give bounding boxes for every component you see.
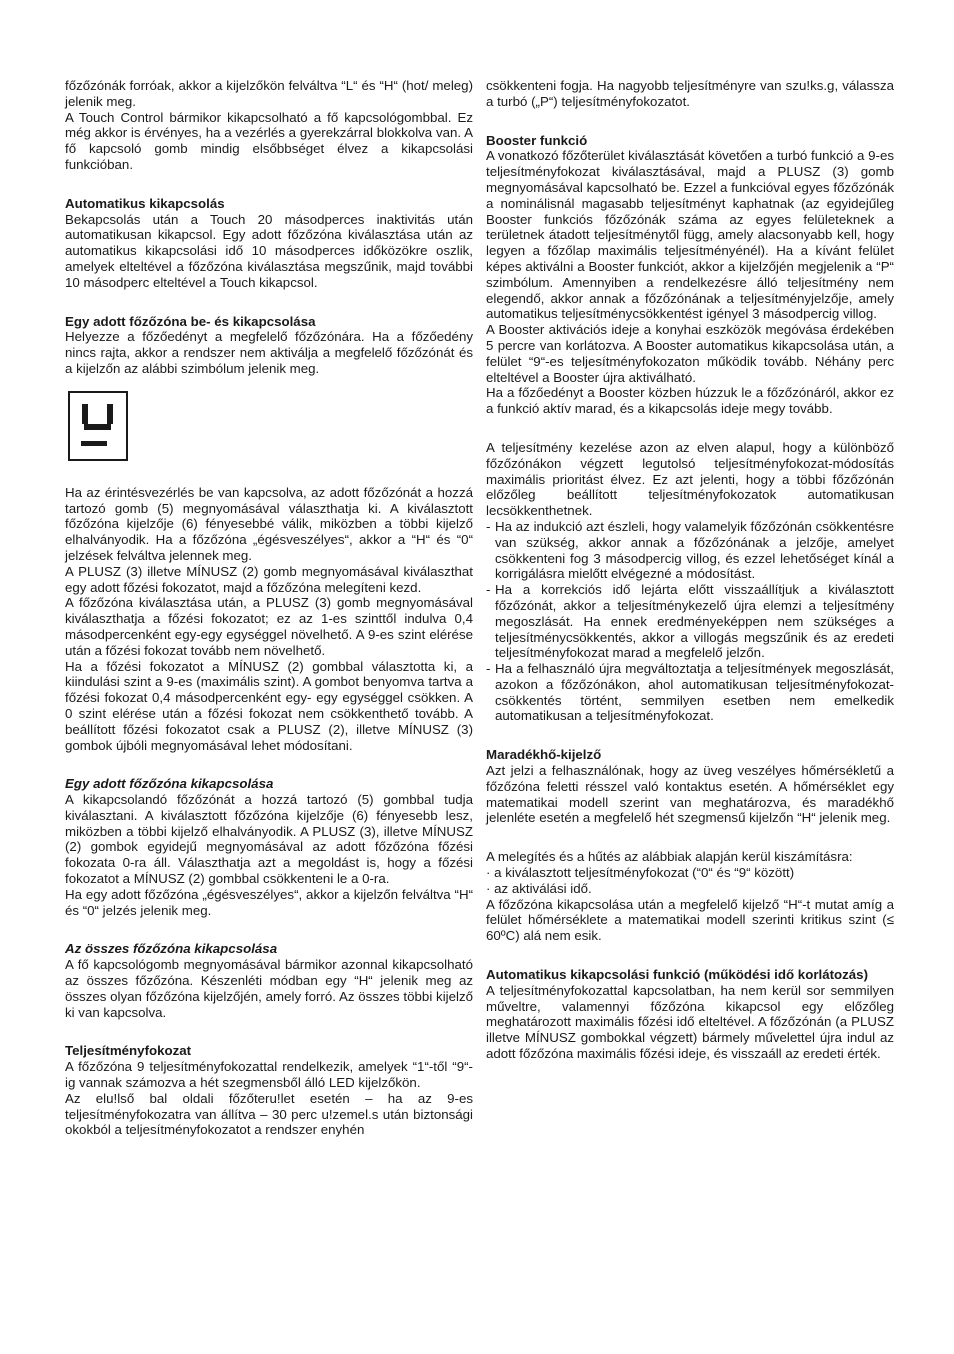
section-heading: Teljesítményfokozat: [65, 1043, 192, 1059]
section-paragraph: Azt jelzi a felhasználónak, hogy az üveg veszélyes hőmérsékletű a főzőzóna feletti résszel való kontaktus esetén. A hőmérséklet egy matematikai modell szerint van meghatározva, és maradékhő jelenléte esetén a megfelelő hét szegmensű kijelzőn “H“ jelenik meg.: [486, 763, 894, 826]
section-paragraph: A melegítés és a hűtés az alábbiak alapján kerül kiszámításra:: [486, 849, 853, 865]
left-column: [65, 78, 473, 1138]
section-paragraph: A teljesítményfokozattal kapcsolatban, ha nem kerül sor semmilyen műveltre, valamennyi főzőzóna kikapcsol egy előzőleg meghatározott maximális főzési idő elteltével. A főzőzónán (a PLUSZ illetve MÍNUSZ gombokkal végzett) bármely művelettel újra indul az adott főzőzóna maximális főzési ideje, és visszaáll az eredeti érték.: [486, 982, 894, 1062]
section-paragraph: A Booster aktivációs ideje a konyhai eszközök megóvása érdekében 5 percre van korlátozva. A Booster automatikus kikapcsolása után, a felület “9“-es teljesítményfokozaton működik tovább. Néhány perc elteltével a Booster újra aktiválható.: [486, 322, 894, 385]
section-paragraph: Ha az érintésvezérlés be van kapcsolva, az adott főzőzónát a hozzá tartozó gomb (5) megnyomásával választhatja ki. A kiválasztott főzőzóna kijelzője (6) fényesebbé válik, miközben a többi kijelző elhalványodik. Ha a főzőzóna „égésveszélyes“, akkor a “H“ és “0“ jelzések felváltva jelennek meg.: [65, 484, 473, 563]
list-item: - Ha az indukció azt észleli, hogy valamelyik főzőzónán csökkentésre van szükség, akkor annak a főzőzónának a jelzője, amelyet csökkenteni fog 3 másodpercig villog, és ezzel lehetőséget kínál a korrigálásra mielőtt elvégezné a módosítást.: [486, 519, 894, 582]
section-heading: Egy adott főzőzóna kikapcsolása: [65, 776, 274, 792]
section-paragraph: Helyezze a főzőedényt a megfelelő főzőzónára. Ha a főzőedény nincs rajta, akkor a rendszer nem aktiválja a megfelelő főzőzónát és a kijelzőn az alábbi szimbólum jelenik meg.: [65, 329, 473, 376]
section-paragraph: A teljesítmény kezelése azon az elven alapul, hogy a különböző főzőzónákon végzett legutolsó teljesítményfokozat-módosítás maximális prioritást élvez. Ez azt jelenti, hogy a többi főzőzónán előzőleg beállított teljesítményfokozatok automatikusan lecsökkenthetnek.: [486, 439, 894, 519]
section-paragraph: A főzőzóna kikapcsolása után a megfelelő kijelző “H“-t mutat amíg a felület hőmérséklete a matematikai modell szerinti kritikus szint (≤ 60ºC) alá nem esik.: [486, 896, 894, 944]
no-pan-symbol-icon: [68, 391, 128, 461]
list-item: · a kiválasztott teljesítményfokozat (“0“ és “9“ között): [486, 865, 795, 881]
section-paragraph: Ha egy adott főzőzóna „égésveszélyes“, akkor a kijelzőn felváltva “H“ és “0“ jelzés jelenik meg.: [65, 886, 473, 918]
intro-paragraph: főzőzónák forróak, akkor a kijelzőkön felváltva “L“ és “H“ (hot/ meleg) jelenik meg.: [65, 78, 473, 109]
section-paragraph: Bekapcsolás után a Touch 20 másodperces inaktivitás után automatikusan kikapcsol. Egy adott főzőzóna kiválasztása után az automatikus kikapcsolási idő 10 másodperces időközökre oszlik, amelyek elteltével a főzőzóna kiválasztása megszűnik, majd további 10 másodperc elteltével a Touch kikapcsol.: [65, 211, 473, 290]
section-paragraph: A főzőzóna kiválasztása után, a PLUSZ (3) gomb megnyomásával kiválaszthatja a főzési fokozatot; ez az 1-es szinttől indulva 0,4 másodpercenként egy-egy egységgel növelhető. A 9-es szint elérése után a főzési fokozat tovább nem növelhető.: [65, 595, 473, 658]
section-paragraph: A kikapcsolandó főzőzónát a hozzá tartozó (5) gombbal tudja kiválasztani. A kiválasztott főzőzóna kijelzője (6) fényesebb lesz, miközben a többi kijelző elhalványodik. A PLUSZ (3), illetve MÍNUSZ (2) gombok egyidejű megnyomásával az adott főzőzóna főzési fokozata 0-ra áll. Választhatja azt a megoldást is, hogy a főzési fokozatot a MÍNUSZ (2) gombbal csökkenteni le a 0-ra.: [65, 792, 473, 887]
section-heading: Automatikus kikapcsolási funkció (működési idő korlátozás): [486, 967, 869, 983]
section-paragraph: csökkenteni fogja. Ha nagyobb teljesítményre van szu!ks.g, válassza a turbó („P“) teljesítményfokozatot.: [486, 78, 894, 109]
section-paragraph: Ha a főzési fokozatot a MÍNUSZ (2) gombbal választotta ki, a kiindulási szint a 9-es (maximális szint). A gombot benyomva tartva a főzési fokozat 0,4 másodpercenként egy- egy egységgel csökken. A 0 szint elérése után a főzési fokozat nem csökkenthető tovább. A beállított főzési fokozatot csak a PLUSZ (2), illetve MÍNUSZ (3) gombok újbóli megnyomásával lehet módosítani.: [65, 658, 473, 753]
section-paragraph: Ha a főzőedényt a Booster közben húzzuk le a főzőzónáról, akkor ez a funkció aktív marad, és a kikapcsolás ideje megy tovább.: [486, 385, 894, 417]
section-paragraph: Az elu!lső bal oldali főzőteru!let esetén – ha az 9-es teljesítményfokozatra van állítva – 30 perc u!zemel.s után biztonsági okokból a teljesítményfokozatot a rendszer enyhén: [65, 1090, 473, 1138]
section-heading: Automatikus kikapcsolás: [65, 195, 225, 211]
section-paragraph: A fő kapcsológomb megnyomásával bármikor azonnal kikapcsolható az összes főzőzóna. Készenléti módban egy “H“ jelenik meg az összes olyan főzőzóna kijelzőjén, amely forró. Az összes többi kijelző ki van kapcsolva.: [65, 957, 473, 1020]
section-heading: Egy adott főzőzóna be- és kikapcsolása: [65, 313, 316, 329]
section-paragraph: A PLUSZ (3) illetve MÍNUSZ (2) gomb megnyomásával kiválaszthat egy adott főzési fokozatot, majd a főzőzóna melegíteni kezd.: [65, 563, 473, 595]
section-heading: Az összes főzőzóna kikapcsolása: [65, 941, 278, 957]
right-column: [486, 78, 894, 1062]
dash-list: [486, 519, 894, 724]
list-item: - Ha a korrekciós idő lejárta előtt visszaállítjuk a kiválasztott főzőzónát, akkor a teljesítménykezelő újra elemzi a teljesítmény megoszlását. Ha ennek eredményeképpen nem szükséges a teljesítménycsökkentés, akkor a villogás megszűnik és az eredeti teljesítményfokozat marad a megfelelő jelzőn.: [486, 582, 894, 661]
list-item: · az aktiválási idő.: [486, 880, 592, 896]
section-heading: Booster funkció: [486, 132, 588, 148]
section-paragraph: A főzőzóna 9 teljesítményfokozattal rendelkezik, amelyek “1“-től “9“-ig vannak számozva a hét szegmensből álló LED kijelzőkön.: [65, 1059, 473, 1091]
list-item: - Ha a felhasználó újra megváltoztatja a teljesítmények megoszlását, azokon a főzőzónákon, ahol automatikusan teljesítményfokozat-csökkentés történt, semmilyen esetben nem emelkedik automatikusan a teljesítményfokozat.: [486, 661, 894, 724]
section-paragraph: A vonatkozó főzőterület kiválasztását követően a turbó funkció a 9-es teljesítményfokozat kiválasztásával, majd a PLUSZ (3) gomb megnyomásával kapcsolható be. Ezzel a funkcióval egyes főzőzónák a nominálisnál magasabb teljesítményt kaphatnak (az egyidejűleg Booster funkciós főzőzónák száma az egyes felületeknek a területnek átadott teljesítménytől függ, amely alacsonyabb kell, hogy legyen a főzőlap maximális teljesítményénél). Ha a kívánt felület képes aktiválni a Booster funkciót, akkor a kijelzőjén megjelenik a “P“ szimbólum. Amennyiben a rendelkezésre álló teljesítmény nem elegendő, akkor annak a főzőzónának a teljesítményjelzője, amely automatikus teljesítménycsökkentést igényel 3 másodpercig villog.: [486, 148, 894, 322]
section-heading: Maradékhő-kijelző: [486, 747, 602, 763]
intro-paragraph: A Touch Control bármikor kikapcsolható a fő kapcsológombbal. Ez még akkor is érvényes, ha a vezérlés a gyerekzárral blokkolva van. A fő kapcsoló gomb mindig elsőbbséget élvez a kikapcsolási funkcióban.: [65, 109, 473, 172]
